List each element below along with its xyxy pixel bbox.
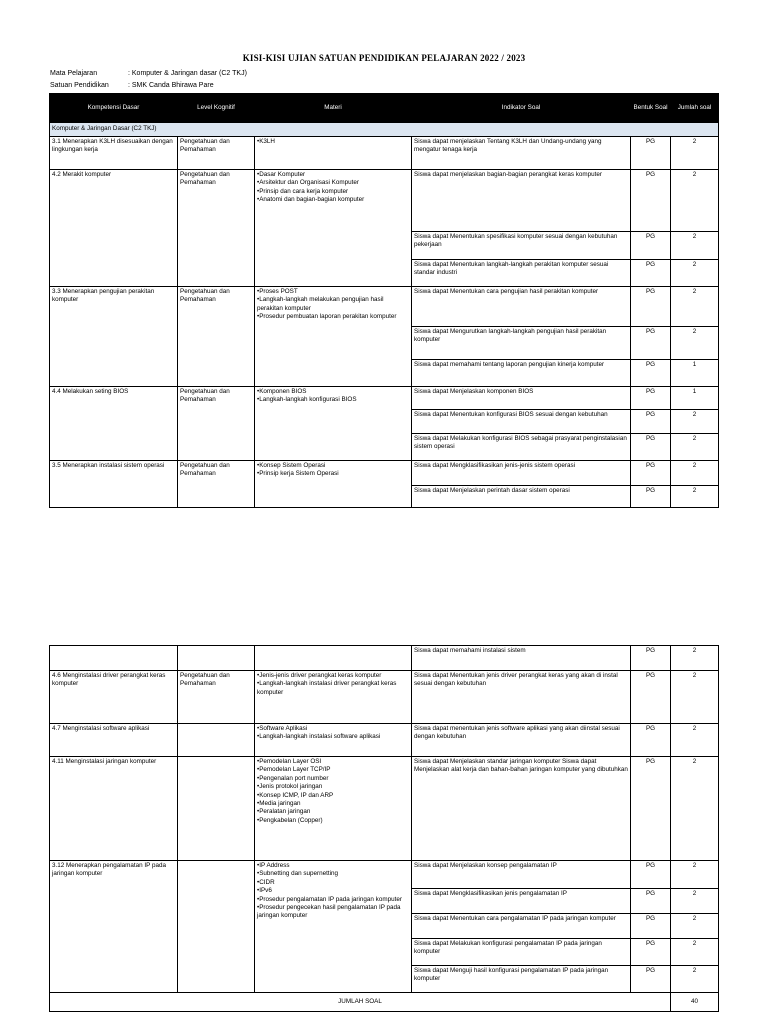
jumlah-soal-cell: 2: [671, 671, 719, 724]
materi-item: • Prosedur pembuatan laporan perakitan komputer: [257, 313, 409, 321]
table-row: [50, 646, 719, 671]
indikator-cell: Siswa dapat Menentukan konfigurasi BIOS sesuai dengan kebutuhan: [412, 410, 631, 434]
level-kognitif-cell: Pengetahuan dan Pemahaman: [178, 170, 255, 287]
bentuk-soal-cell: PG: [631, 360, 671, 387]
jumlah-soal-cell: 2: [671, 861, 719, 889]
jumlah-soal-cell: 2: [671, 461, 719, 486]
bentuk-soal-cell: PG: [631, 232, 671, 260]
meta-school: [50, 82, 214, 89]
materi-list: [257, 288, 409, 322]
meta-value: : SMK Canda Bhirawa Pare: [128, 82, 214, 89]
kompetensi-dasar-cell: [50, 646, 178, 671]
kompetensi-dasar-cell: 3.12 Menerapkan pengalamatan IP pada jaringan komputer: [50, 861, 178, 993]
materi-item: • K3LH: [257, 138, 409, 146]
materi-item: • Langkah-langkah konfigurasi BIOS: [257, 396, 409, 404]
jumlah-soal-cell: 2: [671, 646, 719, 671]
kompetensi-dasar-cell: 4.11 Menginstalasi jaringan komputer: [50, 757, 178, 861]
indikator-cell: Siswa dapat Mengklasifikasikan jenis pengalamatan IP: [412, 889, 631, 914]
table-row: [50, 137, 719, 170]
materi-item: • Prinsip dan cara kerja komputer: [257, 188, 409, 196]
bentuk-soal-cell: PG: [631, 287, 671, 327]
indikator-cell: Siswa dapat menjelaskan Tentang K3LH dan Undang-undang yang mengatur tenaga kerja: [412, 137, 631, 170]
materi-item: • Langkah-langkah melakukan pengujian hasil perakitan komputer: [257, 296, 409, 313]
kisi-table-page-2: [49, 645, 719, 1012]
materi-item: • Konsep ICMP, IP dan ARP: [257, 792, 409, 800]
col-header: Jumlah soal: [671, 94, 719, 123]
indikator-cell: Siswa dapat Menjelaskan komponen BIOS: [412, 387, 631, 410]
jumlah-soal-cell: 2: [671, 327, 719, 360]
bentuk-soal-cell: PG: [631, 966, 671, 993]
table-row: [50, 757, 719, 861]
table-row: [50, 287, 719, 327]
materi-list: [257, 862, 409, 921]
materi-item: • Jenis-jenis driver perangkat keras komputer: [257, 672, 409, 680]
materi-item: • Peralatan jaringan: [257, 808, 409, 816]
bentuk-soal-cell: PG: [631, 410, 671, 434]
kisi-table-page-1: [49, 93, 719, 508]
bentuk-soal-cell: PG: [631, 327, 671, 360]
materi-list: [257, 462, 409, 479]
jumlah-soal-cell: 2: [671, 486, 719, 508]
materi-cell: [255, 137, 412, 170]
materi-item: • Proses POST: [257, 288, 409, 296]
kompetensi-dasar-cell: 4.7 Menginstalasi software aplikasi: [50, 724, 178, 757]
indikator-cell: Siswa dapat menjelaskan bagian-bagian perangkat keras komputer: [412, 170, 631, 232]
materi-list: [257, 672, 409, 697]
kompetensi-dasar-cell: 3.5 Menerapkan instalasi sistem operasi: [50, 461, 178, 508]
indikator-cell: Siswa dapat Menentukan jenis driver perangkat keras yang akan di instal sesuai dengan kebutuhan: [412, 671, 631, 724]
total-value: 40: [671, 993, 719, 1012]
materi-item: • IP Address: [257, 862, 409, 870]
materi-item: • CIDR: [257, 879, 409, 887]
indikator-cell: Siswa dapat Menguji hasil konfigurasi pengalamatan IP pada jaringan komputer: [412, 966, 631, 993]
jumlah-soal-cell: 2: [671, 287, 719, 327]
section-label: Komputer & Jaringan Dasar (C2 TKJ): [50, 123, 719, 137]
meta-value: : Komputer & Jaringan dasar (C2 TKJ): [128, 70, 247, 77]
meta-label: Satuan Pendidikan: [50, 82, 109, 89]
level-kognitif-cell: Pengetahuan dan Pemahaman: [178, 461, 255, 508]
table-row: [50, 671, 719, 724]
bentuk-soal-cell: PG: [631, 757, 671, 861]
bentuk-soal-cell: PG: [631, 387, 671, 410]
indikator-cell: Siswa dapat Melakukan konfigurasi BIOS sebagai prasyarat penginstalasian sistem operasi: [412, 434, 631, 461]
table-row: [50, 461, 719, 486]
materi-item: • Pemodelan Layer OSI: [257, 758, 409, 766]
kompetensi-dasar-cell: 3.1 Menerapkan K3LH disesuaikan dengan lingkungan kerja: [50, 137, 178, 170]
materi-item: • Subnetting dan supernetting: [257, 870, 409, 878]
indikator-cell: Siswa dapat Menentukan spesifikasi komputer sesuai dengan kebutuhan pekerjaan: [412, 232, 631, 260]
jumlah-soal-cell: 2: [671, 137, 719, 170]
indikator-cell: Siswa dapat Menjelaskan perintah dasar sistem operasi: [412, 486, 631, 508]
level-kognitif-cell: [178, 646, 255, 671]
indikator-cell: Siswa dapat memahami instalasi sistem: [412, 646, 631, 671]
document-title: KISI-KISI UJIAN SATUAN PENDIDIKAN PELAJARAN 2022 / 2023: [242, 53, 526, 63]
materi-cell: [255, 287, 412, 387]
col-header: Bentuk Soal: [631, 94, 671, 123]
materi-item: • Konsep Sistem Operasi: [257, 462, 409, 470]
materi-item: • Media jaringan: [257, 800, 409, 808]
materi-item: • Langkah-langkah instalasi driver perangkat keras komputer: [257, 680, 409, 697]
bentuk-soal-cell: PG: [631, 461, 671, 486]
level-kognitif-cell: [178, 757, 255, 861]
materi-item: • Komponen BIOS: [257, 388, 409, 396]
level-kognitif-cell: Pengetahuan dan Pemahaman: [178, 671, 255, 724]
materi-list: [257, 388, 409, 405]
materi-list: [257, 725, 409, 742]
bentuk-soal-cell: PG: [631, 939, 671, 966]
materi-item: • Prinsip kerja Sistem Operasi: [257, 470, 409, 478]
col-header: Level Kognitif: [178, 94, 255, 123]
bentuk-soal-cell: PG: [631, 889, 671, 914]
indikator-cell: Siswa dapat Menjelaskan konsep pengalamatan IP: [412, 861, 631, 889]
jumlah-soal-cell: 2: [671, 232, 719, 260]
indikator-cell: Siswa dapat Mengklasifikasikan jenis-jenis sistem operasi: [412, 461, 631, 486]
level-kognitif-cell: Pengetahuan dan Pemahaman: [178, 387, 255, 461]
materi-list: [257, 138, 409, 146]
kompetensi-dasar-cell: 3.3 Menerapkan pengujian perakitan komputer: [50, 287, 178, 387]
bentuk-soal-cell: PG: [631, 861, 671, 889]
kompetensi-dasar-cell: 4.4 Melakukan seting BIOS: [50, 387, 178, 461]
indikator-cell: Siswa dapat Menentukan cara pengujian hasil perakitan komputer: [412, 287, 631, 327]
kompetensi-dasar-cell: 4.6 Menginstalasi driver perangkat keras komputer: [50, 671, 178, 724]
indikator-cell: Siswa dapat Mengurutkan langkah-langkah pengujian hasil perakitan komputer: [412, 327, 631, 360]
jumlah-soal-cell: 2: [671, 170, 719, 232]
jumlah-soal-cell: 2: [671, 434, 719, 461]
kompetensi-dasar-cell: 4.2 Merakit komputer: [50, 170, 178, 287]
materi-item: • IPv6: [257, 887, 409, 895]
table-row: [50, 387, 719, 410]
bentuk-soal-cell: PG: [631, 137, 671, 170]
bentuk-soal-cell: PG: [631, 434, 671, 461]
level-kognitif-cell: [178, 861, 255, 993]
materi-cell: [255, 461, 412, 508]
materi-cell: [255, 170, 412, 287]
jumlah-soal-cell: 2: [671, 889, 719, 914]
col-header: Kompetensi Dasar: [50, 94, 178, 123]
level-kognitif-cell: Pengetahuan dan Pemahaman: [178, 287, 255, 387]
table-row: [50, 724, 719, 757]
materi-item: • Prosedur pengalamatan IP pada jaringan komputer: [257, 896, 409, 904]
jumlah-soal-cell: 1: [671, 360, 719, 387]
bentuk-soal-cell: PG: [631, 486, 671, 508]
materi-item: • Pengkabelan (Copper): [257, 817, 409, 825]
bentuk-soal-cell: PG: [631, 646, 671, 671]
materi-cell: [255, 387, 412, 461]
table-header-row: [50, 94, 719, 123]
total-row: [50, 993, 719, 1012]
jumlah-soal-cell: 2: [671, 260, 719, 287]
col-header: Indikator Soal: [412, 94, 631, 123]
materi-item: • Anatomi dan bagian-bagian komputer: [257, 196, 409, 204]
bentuk-soal-cell: PG: [631, 170, 671, 232]
materi-cell: [255, 757, 412, 861]
indikator-cell: Siswa dapat Menjelaskan standar jaringan komputer Siswa dapat Menjelaskan alat kerja dan bahan-bahan jaringan komputer yang dibutuhkan: [412, 757, 631, 861]
materi-cell: [255, 646, 412, 671]
indikator-cell: Siswa dapat Menentukan langkah-langkah perakitan komputer sesuai standar industri: [412, 260, 631, 287]
jumlah-soal-cell: 2: [671, 724, 719, 757]
jumlah-soal-cell: 2: [671, 939, 719, 966]
jumlah-soal-cell: 2: [671, 914, 719, 939]
bentuk-soal-cell: PG: [631, 671, 671, 724]
section-row: [50, 123, 719, 137]
indikator-cell: Siswa dapat Melakukan konfigurasi pengalamatan IP pada jaringan komputer: [412, 939, 631, 966]
total-label: JUMLAH SOAL: [50, 993, 671, 1012]
indikator-cell: Siswa dapat Menentukan cara pengalamatan IP pada jaringan komputer: [412, 914, 631, 939]
jumlah-soal-cell: 2: [671, 410, 719, 434]
table-row: [50, 170, 719, 232]
meta-subject: [50, 70, 247, 77]
materi-item: • Dasar Komputer: [257, 171, 409, 179]
materi-item: • Pengenalan port number: [257, 775, 409, 783]
bentuk-soal-cell: PG: [631, 260, 671, 287]
jumlah-soal-cell: 2: [671, 966, 719, 993]
materi-cell: [255, 861, 412, 993]
materi-list: [257, 758, 409, 825]
materi-item: • Jenis protokol jaringan: [257, 783, 409, 791]
materi-list: [257, 171, 409, 205]
indikator-cell: Siswa dapat menentukan jenis software aplikasi yang akan diinstal sesuai dengan kebutuhan: [412, 724, 631, 757]
bentuk-soal-cell: PG: [631, 724, 671, 757]
col-header: Materi: [255, 94, 412, 123]
jumlah-soal-cell: 1: [671, 387, 719, 410]
level-kognitif-cell: Pengetahuan dan Pemahaman: [178, 137, 255, 170]
bentuk-soal-cell: PG: [631, 914, 671, 939]
meta-label: Mata Pelajaran: [50, 70, 98, 77]
jumlah-soal-cell: 2: [671, 757, 719, 861]
materi-item: • Pemodelan Layer TCP/IP: [257, 766, 409, 774]
table-row: [50, 861, 719, 889]
materi-item: • Langkah-langkah instalasi software aplikasi: [257, 733, 409, 741]
materi-item: • Prosedur pengecekan hasil pengalamatan IP pada jaringan komputer: [257, 904, 409, 921]
level-kognitif-cell: [178, 724, 255, 757]
indikator-cell: Siswa dapat memahami tentang laporan pengujian kinerja komputer: [412, 360, 631, 387]
materi-cell: [255, 724, 412, 757]
materi-cell: [255, 671, 412, 724]
materi-item: • Software Aplikasi: [257, 725, 409, 733]
materi-item: • Arsitektur dan Organisasi Komputer: [257, 179, 409, 187]
